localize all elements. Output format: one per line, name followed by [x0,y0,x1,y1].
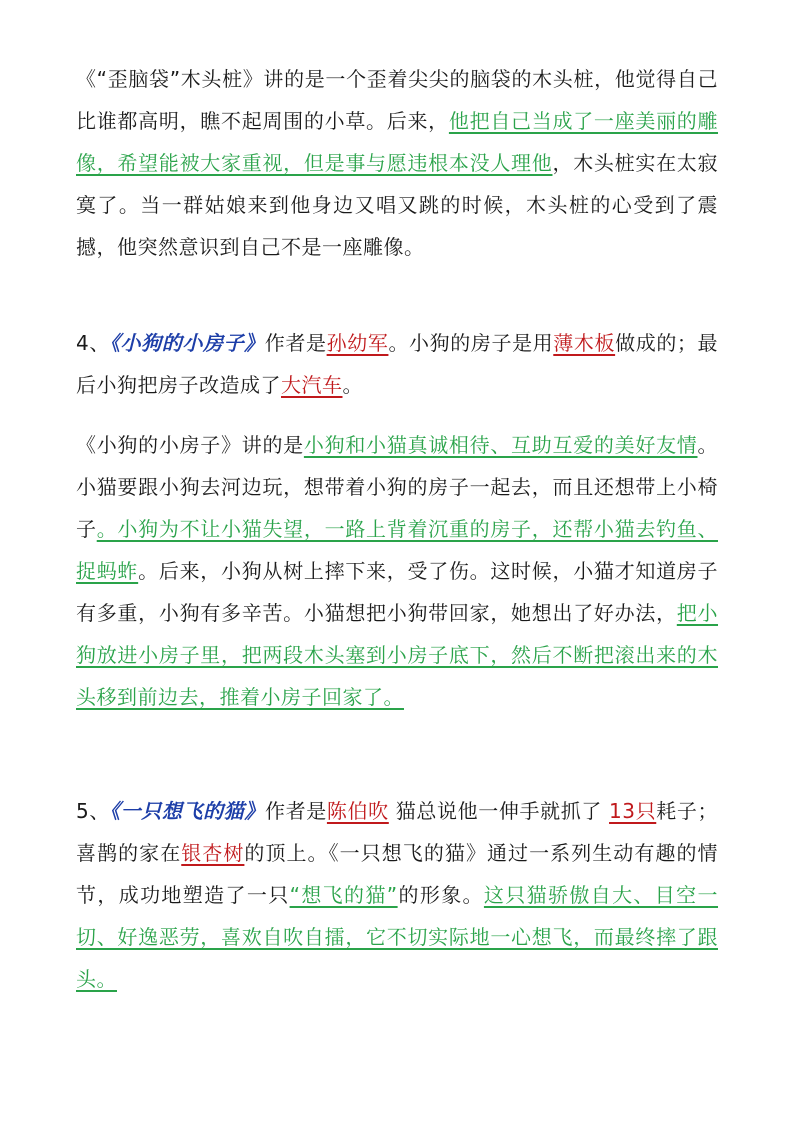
key-fact: 大汽车 [281,373,343,397]
key-point-highlight: 。小狗为不让小猫失望，一路上背着沉重的房子，还帮小猫去钓鱼、捉蚂蚱 [76,517,719,583]
summary-text: ，木头桩实在太寂寞了。当一群姑娘来到他身边又唱又跳的时候，木头桩的心受到了震撼，他突然意识到自己不是一座雕像。 [76,151,719,259]
key-point-highlight: 这只猫骄傲自大、目空一切、好逸恶劳，喜欢自吹自擂，它不切实际地一心想飞，而最终摔了跟头。 [76,883,719,991]
text: 。小猫要跟小狗去河边玩，想带着小狗的房子一起去，而且还想带上小椅子 [76,433,719,541]
key-fact: 薄木板 [553,331,616,355]
text: 猫总说他一伸手就抓了 [388,799,610,823]
key-point-highlight: 小狗和小猫真诚相待、互助互爱的美好友情 [303,433,698,457]
key-point-highlight: 把小狗放进小房子里，把两段木头塞到小房子底下，然后不断把滚出来的木头移到前边去，推着小房子回家了。 [76,601,719,709]
book-title: 《一只想飞的猫》 [109,799,266,823]
text: 的顶上。《一只想飞的猫》通过一系列生动有趣的情节，成功地塑造了一只 [76,841,719,907]
key-fact: 银杏树 [181,841,245,865]
section-5-paragraph [76,790,718,1000]
section-number: 4、 [76,331,110,355]
text: 耗子；喜鹊的家在 [76,799,719,865]
book-title: 《小狗的小房子》 [109,331,265,355]
section-4-summary [76,424,718,718]
author-name: 孙幼军 [326,331,389,355]
summary-text: 《“歪脑袋”木头桩》讲的是一个歪着尖尖的脑袋的木头桩，他觉得自己比谁都高明，瞧不起周围的小草。后来， [76,67,718,133]
text: 作者是 [264,331,327,355]
key-point-highlight: “想飞的猫” [289,883,398,907]
paragraph-wooden-stump-summary [76,58,718,268]
author-name: 陈伯吹 [326,799,389,823]
text: 。小狗的房子是用 [388,331,554,355]
text: 的形象。 [397,883,484,907]
key-point-highlight: 他把自己当成了一座美丽的雕像，希望能被大家重视，但是事与愿违根本没人理他 [76,109,719,175]
text: 。后来，小狗从树上摔下来，受了伤。这时候，小猫才知道房子有多重，小狗有多辛苦。小猫想把小狗带回家，她想出了好办法， [76,559,719,625]
text: 做成的；最后小狗把房子改造成了 [76,331,719,397]
text: 作者是 [265,799,327,823]
text: 《小狗的小房子》讲的是 [76,433,304,457]
section-number: 5、 [76,799,110,823]
section-4-heading [76,322,718,406]
document-page [76,58,718,1000]
key-fact: 13只 [609,799,657,823]
text: 。 [342,373,363,397]
